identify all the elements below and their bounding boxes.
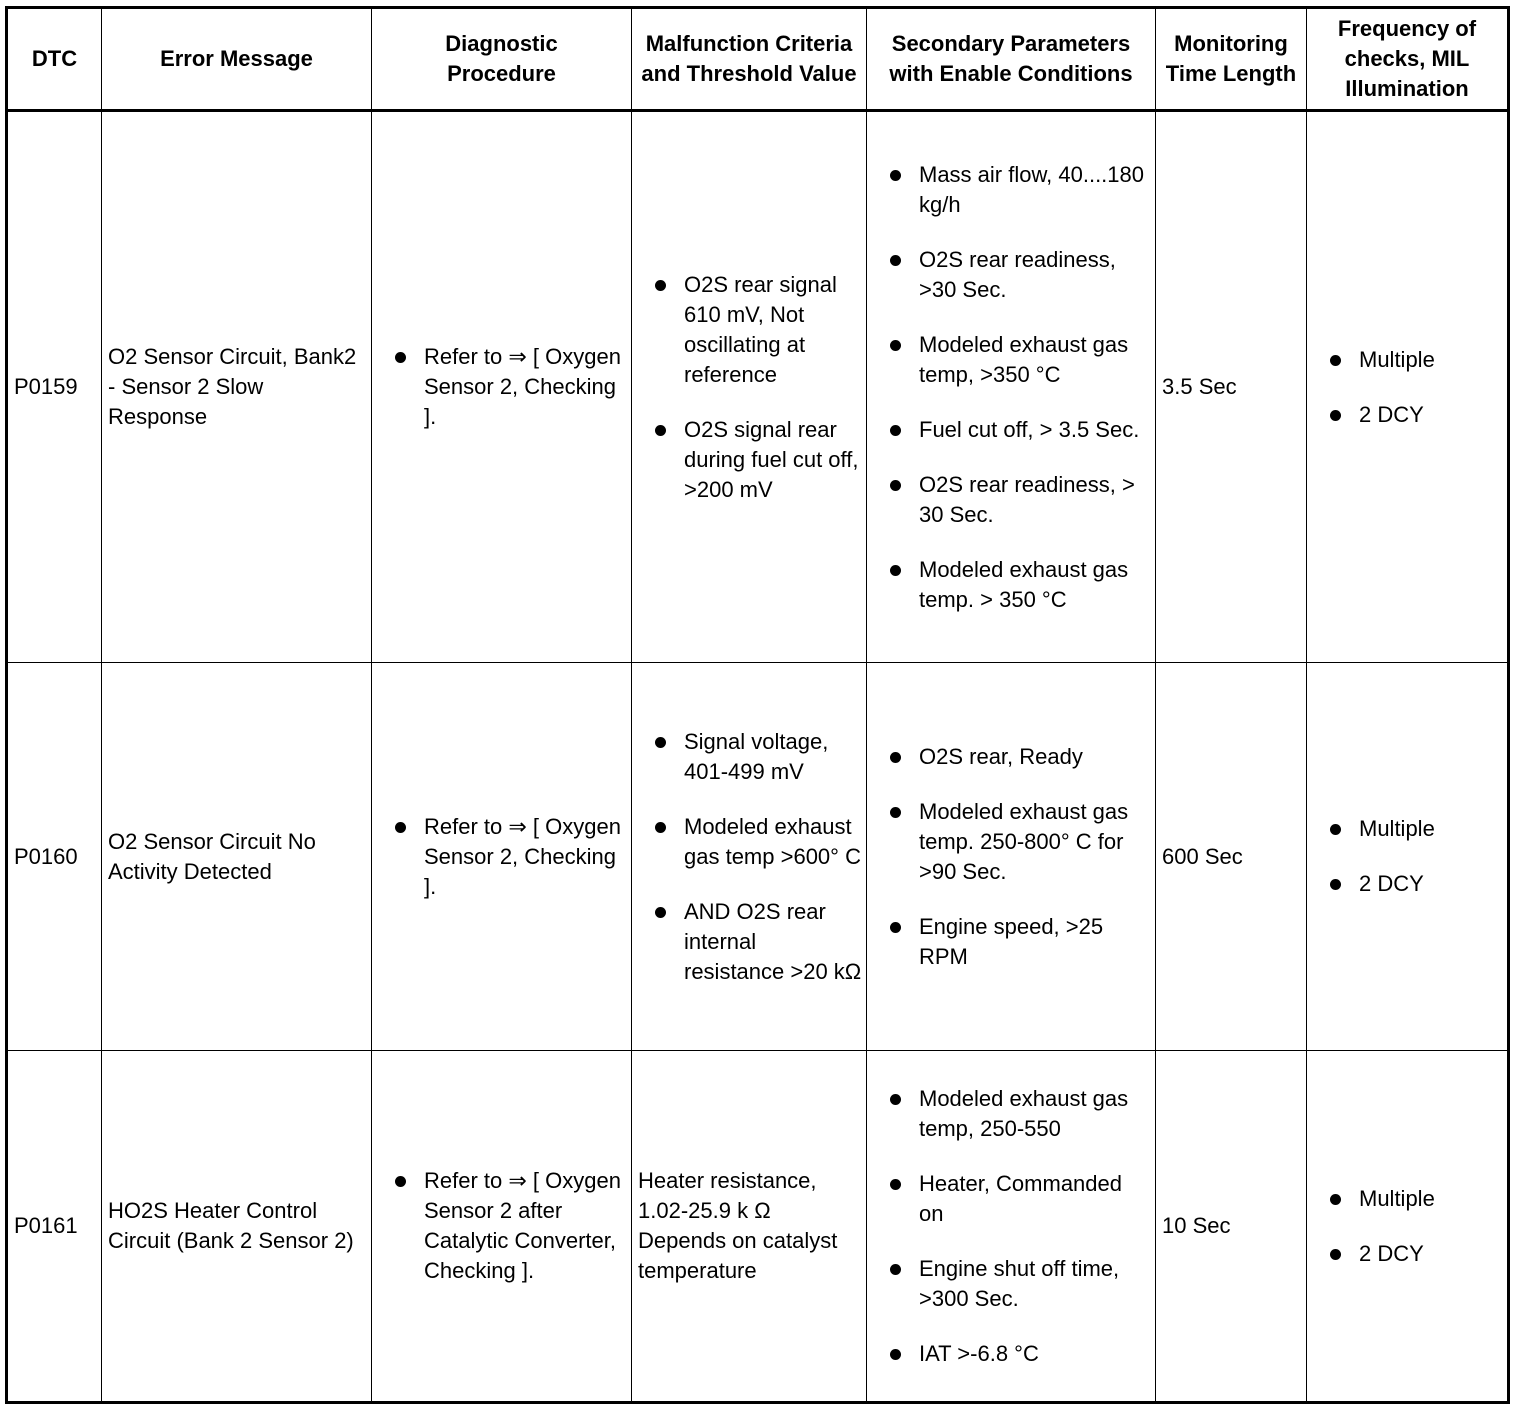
procedure-list — [392, 342, 625, 432]
frequency-list — [1327, 1184, 1501, 1269]
list-item: 2 DCY — [1327, 400, 1501, 430]
list-item: Fuel cut off, > 3.5 Sec. — [887, 415, 1151, 445]
error-message-cell: O2 Sensor Circuit No Activity Detected — [102, 663, 372, 1051]
dtc-table — [5, 6, 1510, 1404]
frequency-cell — [1307, 111, 1509, 663]
criteria-cell — [632, 111, 867, 663]
procedure-cell — [372, 663, 632, 1051]
list-item: O2S signal rear during fuel cut off, >200 mV — [652, 415, 862, 505]
list-item: Signal voltage, 401-499 mV — [652, 727, 862, 787]
procedure-list — [392, 1166, 625, 1286]
list-item: 2 DCY — [1327, 869, 1501, 899]
list-item: Multiple — [1327, 345, 1501, 375]
frequency-cell — [1307, 1051, 1509, 1403]
list-item: Modeled exhaust gas temp, 250-550 — [887, 1084, 1151, 1144]
list-item: Engine shut off time, >300 Sec. — [887, 1254, 1151, 1314]
procedure-cell — [372, 111, 632, 663]
list-item: O2S rear readiness, >30 Sec. — [887, 245, 1151, 305]
header-diagnostic-procedure: Diagnostic Procedure — [372, 8, 632, 111]
list-item: IAT >-6.8 °C — [887, 1339, 1151, 1369]
frequency-list — [1327, 345, 1501, 430]
secondary-list — [887, 1084, 1151, 1369]
list-item: Heater, Commanded on — [887, 1169, 1151, 1229]
list-item: Refer to ⇒ [ Oxygen Sensor 2 after Catalytic Converter, Checking ]. — [392, 1166, 625, 1286]
error-message-cell: O2 Sensor Circuit, Bank2 - Sensor 2 Slow Response — [102, 111, 372, 663]
dtc-cell: P0159 — [7, 111, 102, 663]
list-item: O2S rear readiness, > 30 Sec. — [887, 470, 1151, 530]
table-body — [7, 111, 1509, 1403]
criteria-list — [652, 727, 862, 987]
table-header — [7, 8, 1509, 111]
frequency-list — [1327, 814, 1501, 899]
secondary-list — [887, 160, 1151, 615]
list-item: Refer to ⇒ [ Oxygen Sensor 2, Checking ]. — [392, 812, 625, 902]
procedure-list — [392, 812, 625, 902]
list-item: O2S rear, Ready — [887, 742, 1151, 772]
secondary-cell — [867, 1051, 1156, 1403]
criteria-cell: Heater resistance, 1.02-25.9 k Ω Depends on catalyst temperature — [632, 1051, 867, 1403]
dtc-cell: P0160 — [7, 663, 102, 1051]
list-item: 2 DCY — [1327, 1239, 1501, 1269]
error-message-cell: HO2S Heater Control Circuit (Bank 2 Sensor 2) — [102, 1051, 372, 1403]
criteria-cell — [632, 663, 867, 1051]
list-item: Modeled exhaust gas temp. > 350 °C — [887, 555, 1151, 615]
procedure-cell — [372, 1051, 632, 1403]
list-item: Mass air flow, 40....180 kg/h — [887, 160, 1151, 220]
table-row — [7, 111, 1509, 663]
table-row — [7, 663, 1509, 1051]
list-item: Multiple — [1327, 814, 1501, 844]
secondary-cell — [867, 663, 1156, 1051]
monitoring-cell: 600 Sec — [1156, 663, 1307, 1051]
header-secondary-parameters: Secondary Parameters with Enable Conditions — [867, 8, 1156, 111]
header-monitoring-time: Monitoring Time Length — [1156, 8, 1307, 111]
criteria-list — [652, 270, 862, 505]
dtc-cell: P0161 — [7, 1051, 102, 1403]
list-item: Modeled exhaust gas temp. 250-800° C for >90 Sec. — [887, 797, 1151, 887]
secondary-list — [887, 742, 1151, 972]
list-item: Modeled exhaust gas temp >600° C — [652, 812, 862, 872]
table-row — [7, 1051, 1509, 1403]
secondary-cell — [867, 111, 1156, 663]
frequency-cell — [1307, 663, 1509, 1051]
monitoring-cell: 10 Sec — [1156, 1051, 1307, 1403]
list-item: O2S rear signal 610 mV, Not oscillating at reference — [652, 270, 862, 390]
header-malfunction-criteria: Malfunction Criteria and Threshold Value — [632, 8, 867, 111]
list-item: AND O2S rear internal resistance >20 kΩ — [652, 897, 862, 987]
list-item: Refer to ⇒ [ Oxygen Sensor 2, Checking ]. — [392, 342, 625, 432]
header-error-message: Error Message — [102, 8, 372, 111]
header-dtc: DTC — [7, 8, 102, 111]
header-frequency: Frequency of checks, MIL Illumination — [1307, 8, 1509, 111]
list-item: Modeled exhaust gas temp, >350 °C — [887, 330, 1151, 390]
monitoring-cell: 3.5 Sec — [1156, 111, 1307, 663]
list-item: Multiple — [1327, 1184, 1501, 1214]
list-item: Engine speed, >25 RPM — [887, 912, 1151, 972]
